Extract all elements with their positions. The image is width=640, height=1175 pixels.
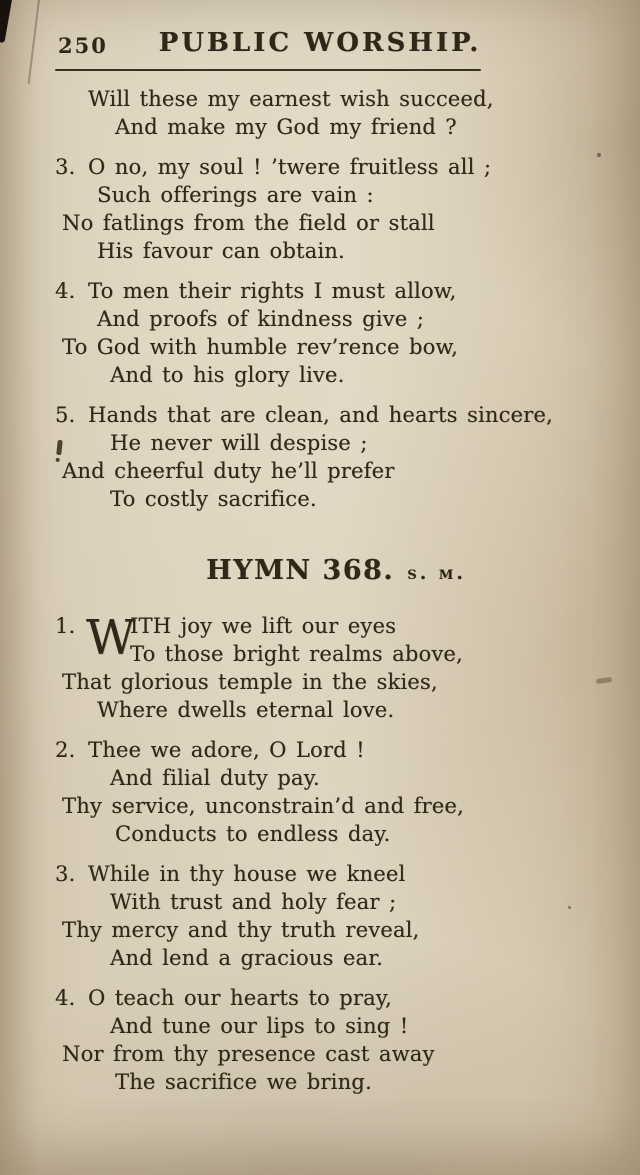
stanza-4 <box>55 277 555 389</box>
stanza-continuation <box>55 85 555 141</box>
verse-line <box>55 860 555 888</box>
verse-line: Nor from thy presence cast away <box>62 1042 435 1066</box>
stanza-3 <box>55 153 555 265</box>
verse-line-text: While in thy house we kneel <box>88 862 406 886</box>
verse-line-text: To men their rights I must allow, <box>88 279 457 303</box>
verse-line-text: Hands that are clean, and hearts sincere, <box>88 403 553 427</box>
verse-line: That glorious temple in the skies, <box>62 670 438 694</box>
smudge-mark <box>596 677 613 684</box>
verse-line: Will these my earnest wish succeed, <box>88 87 494 111</box>
header-rule <box>55 69 481 71</box>
stanza-number: 4. <box>55 279 76 303</box>
verse-line: And make my God my friend ? <box>115 115 457 139</box>
verse-line: With trust and holy fear ; <box>110 890 397 914</box>
verse-line: To those bright realms above, <box>130 642 463 666</box>
drop-cap: W <box>86 610 136 666</box>
verse-line: To God with humble rev’rence bow, <box>62 335 458 359</box>
verse-line: His favour can obtain. <box>97 239 345 263</box>
verse-line: And proofs of kindness give ; <box>97 307 424 331</box>
hymn-meter: s. m. <box>407 562 466 584</box>
verse-line: Such offerings are vain : <box>97 183 374 207</box>
verse-line <box>55 153 555 181</box>
stanza-5 <box>55 401 555 513</box>
verse-line: And cheerful duty he’ll prefer <box>62 459 395 483</box>
hymn-stanza-4 <box>55 984 555 1096</box>
hymn-stanza-2 <box>55 736 555 848</box>
hymn-stanza-1 <box>55 612 555 724</box>
ink-speck <box>568 906 571 909</box>
stanza-number: 1. <box>55 614 76 638</box>
verse-line: And filial duty pay. <box>110 766 320 790</box>
stanza-number: 3. <box>55 155 76 179</box>
hymn-heading <box>55 555 555 590</box>
verse-line-text: O teach our hearts to pray, <box>88 986 392 1010</box>
page-header <box>0 28 640 60</box>
verse-line: Conducts to endless day. <box>115 822 391 846</box>
verse-line: Thy service, unconstrain’d and free, <box>62 794 464 818</box>
page-content <box>55 85 555 1096</box>
verse-line: And lend a gracious ear. <box>110 946 384 970</box>
ink-speck <box>597 153 601 157</box>
page-number: 250 <box>58 33 108 58</box>
verse-line: He never will despise ; <box>110 431 368 455</box>
verse-line: Thy mercy and thy truth reveal, <box>62 918 420 942</box>
verse-line: And tune our lips to sing ! <box>110 1014 409 1038</box>
verse-line <box>55 736 555 764</box>
stanza-number: 2. <box>55 738 76 762</box>
verse-line: To costly sacrifice. <box>110 487 317 511</box>
verse-line: Where dwells eternal love. <box>97 698 395 722</box>
stanza-number: 3. <box>55 862 76 886</box>
verse-line: No fatlings from the field or stall <box>62 211 435 235</box>
verse-line: The sacrifice we bring. <box>115 1070 372 1094</box>
verse-line <box>55 277 555 305</box>
hymn-title: HYMN 368. <box>206 555 395 586</box>
stanza-number: 5. <box>55 403 76 427</box>
verse-line <box>55 984 555 1012</box>
verse-line-text: ITH joy we lift our eyes <box>130 614 397 638</box>
running-title: PUBLIC WORSHIP. <box>158 28 482 58</box>
verse-line-text: Thee we adore, O Lord ! <box>88 738 365 762</box>
verse-line-text: O no, my soul ! ’twere fruitless all ; <box>88 155 492 179</box>
verse-line: And to his glory live. <box>110 363 345 387</box>
hymn-stanza-3 <box>55 860 555 972</box>
stanza-number: 4. <box>55 986 76 1010</box>
verse-line <box>55 401 555 429</box>
